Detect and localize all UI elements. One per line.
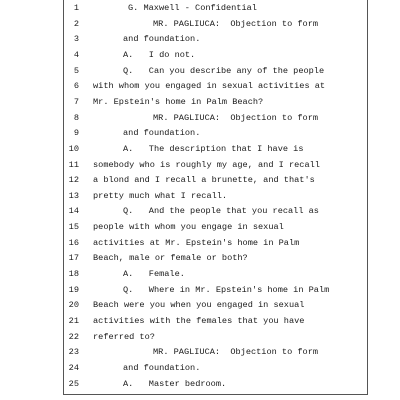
line-text: with whom you engaged in sexual activities at — [93, 81, 326, 92]
transcript-line — [0, 329, 400, 345]
line-text: Beach, male or female or both? — [93, 253, 248, 264]
line-text: Q. Can you describe any of the people — [123, 65, 325, 76]
transcript-line — [0, 172, 400, 188]
line-text: referred to? — [93, 331, 155, 342]
line-number: 18 — [68, 269, 79, 280]
line-text: and foundation. — [123, 362, 201, 373]
line-number: 22 — [68, 331, 79, 342]
line-text: Q. And the people that you recall as — [123, 206, 319, 217]
line-text: MR. PAGLIUCA: Objection to form — [153, 347, 319, 358]
transcript-line — [0, 250, 400, 266]
transcript-line — [0, 47, 400, 63]
line-text: A. Master bedroom. — [123, 378, 227, 389]
transcript-line — [0, 31, 400, 47]
line-number: 2 — [73, 18, 79, 29]
transcript-line — [0, 0, 400, 16]
transcript-line — [0, 78, 400, 94]
transcript-line — [0, 360, 400, 376]
line-number: 7 — [73, 96, 79, 107]
transcript-line — [0, 63, 400, 79]
transcript-line — [0, 157, 400, 173]
transcript-line — [0, 297, 400, 313]
line-text: Mr. Epstein's home in Palm Beach? — [93, 96, 264, 107]
transcript-line — [0, 125, 400, 141]
line-number: 16 — [68, 237, 79, 248]
line-text: A. Female. — [123, 269, 185, 280]
line-text: and foundation. — [123, 34, 201, 45]
line-number: 1 — [73, 3, 79, 13]
transcript-line — [0, 282, 400, 298]
line-text: MR. PAGLIUCA: Objection to form — [153, 112, 319, 123]
line-text: somebody who is roughly my age, and I recall — [93, 159, 320, 170]
line-number: 5 — [73, 65, 79, 76]
line-text: and foundation. — [123, 128, 201, 139]
line-text: G. Maxwell - Confidential — [128, 3, 257, 13]
line-number: 6 — [73, 81, 79, 92]
line-number: 14 — [68, 206, 79, 217]
line-text: pretty much what I recall. — [93, 190, 228, 201]
line-text: Q. Where in Mr. Epstein's home in Palm — [123, 284, 330, 295]
line-text: people with whom you engage in sexual — [93, 222, 284, 233]
transcript-line — [0, 376, 400, 392]
line-number: 23 — [68, 347, 79, 358]
line-text: MR. PAGLIUCA: Objection to form — [153, 18, 319, 29]
transcript-line — [0, 110, 400, 126]
transcript-line — [0, 188, 400, 204]
line-text: a blond and I recall a brunette, and that's — [93, 175, 315, 186]
line-number: 11 — [68, 159, 79, 170]
transcript-line — [0, 219, 400, 235]
line-text: A. I do not. — [123, 49, 196, 60]
transcript-line — [0, 203, 400, 219]
line-text: A. The description that I have is — [123, 143, 304, 154]
line-number: 4 — [73, 49, 79, 60]
line-text: activities with the females that you have — [93, 316, 305, 326]
transcript-line — [0, 344, 400, 360]
line-number: 25 — [68, 378, 79, 389]
transcript-line — [0, 235, 400, 251]
transcript-line — [0, 266, 400, 282]
transcript-line — [0, 94, 400, 110]
line-number: 8 — [73, 112, 79, 123]
line-number: 21 — [68, 316, 79, 326]
line-text: activities at Mr. Epstein's home in Palm — [93, 237, 300, 248]
line-number: 9 — [73, 128, 79, 139]
line-number: 12 — [68, 175, 79, 186]
line-number: 10 — [68, 143, 79, 154]
line-number: 15 — [68, 222, 79, 233]
transcript-line — [0, 141, 400, 157]
line-number: 17 — [68, 253, 79, 264]
line-number: 20 — [68, 300, 79, 311]
line-number: 13 — [68, 190, 79, 201]
line-number: 3 — [73, 34, 79, 45]
transcript-line — [0, 313, 400, 329]
transcript-line — [0, 16, 400, 32]
line-text: Beach were you when you engaged in sexual — [93, 300, 305, 311]
line-number: 19 — [68, 284, 79, 295]
line-number: 24 — [68, 362, 79, 373]
